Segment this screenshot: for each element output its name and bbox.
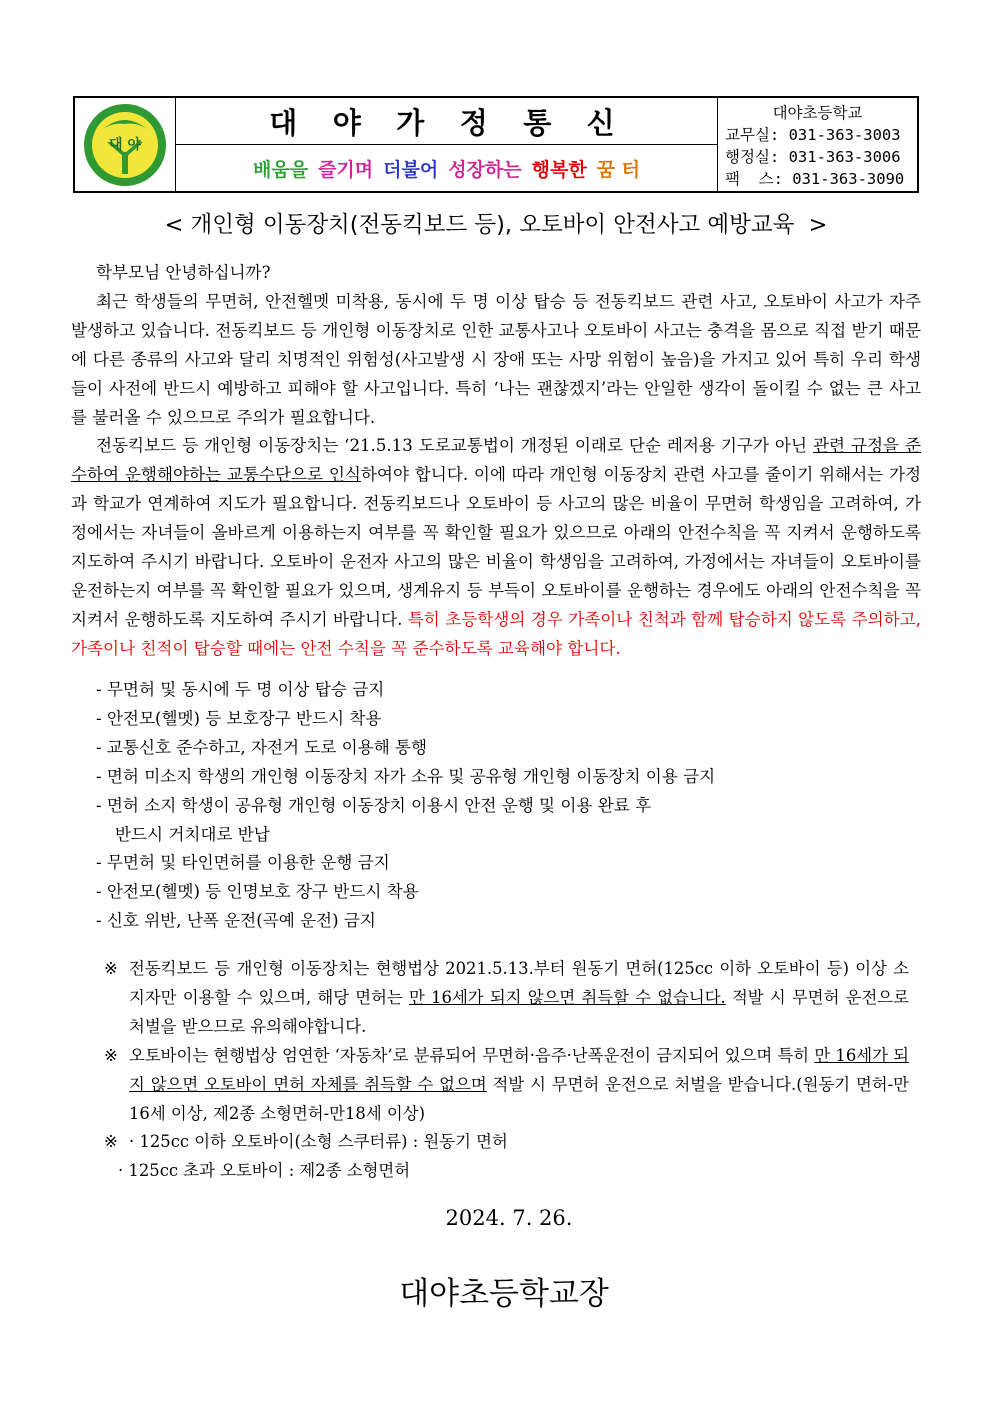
motto-word: 꿈 터 (596, 158, 640, 181)
school-name: 대야초등학교 (772, 104, 863, 122)
school-logo-cell (75, 98, 176, 191)
logo-trunk (122, 152, 128, 174)
title-row (176, 98, 717, 145)
note-2-part-b: 적발 시 무면허 운전으로 처벌을 받습니다.(원동기 면허-만16세 이상, 제2종 소형면허-만18세 이상) (129, 1074, 910, 1123)
rule-item: - 무면허 및 동시에 두 명 이상 탑승 금지 (96, 680, 385, 699)
rule-item: - 무면허 및 타인면허를 이용한 운행 금지 (96, 853, 390, 873)
fax-number: 팩 스: 031-363-3090 (725, 170, 905, 188)
motto-word: 배움을 (253, 158, 309, 181)
motto-word: 즐기며 (318, 158, 374, 181)
motto-word: 행복한 (531, 158, 587, 181)
note-2-text (129, 1042, 909, 1129)
rule-item: - 신호 위반, 난폭 운전(곡예 운전) 금지 (96, 911, 376, 931)
contact-cell (717, 98, 917, 191)
paragraph-2-underlined: 관련 규정을 준수하여 운행해야하는 교통수단으로 인식 (71, 436, 921, 485)
note-1 (104, 955, 909, 1042)
motto-row (176, 145, 717, 191)
rule-item: - 안전모(헬멧) 등 인명보호 장구 반드시 착용 (96, 882, 419, 902)
greeting: 학부모님 안녕하십니까? (96, 263, 271, 282)
paragraph-2-red-warning: 특히 초등학생의 경우 가족이나 친척과 함께 탑승하지 않도록 주의하고, 가족이나 친적이 탑승할 때에는 안전 수칙을 꼭 준수하도록 교육해야 합니다. (71, 609, 922, 658)
motto-word: 성장하는 (448, 158, 522, 181)
rule-item: - 면허 소지 학생이 공유형 개인형 이동장치 이용시 안전 운행 및 이용 완료 후 반드시 거치대로 반납 (96, 795, 652, 844)
newsletter-title: 대 야 가 정 통 신 (269, 105, 624, 140)
note-1-underlined: 만 16세가 되지 않으면 취득할 수 없습니다. (409, 987, 726, 1007)
reference-mark: ※ (104, 959, 118, 978)
reference-mark: ※ (104, 1132, 118, 1152)
admin-phone: 행정실: 031-363-3006 (725, 148, 901, 166)
paragraph-2-part-b: 하여야 합니다. 이에 따라 개인형 이동장치 관련 사고를 줄이기 위해서는 가정과 학교가 연계하여 지도가 필요합니다. 전동킥보드나 오토바이 등 사고의 많은 비율이 무면허 학생임을 고려하여, 가정에서는 자녀들이 올바르게 이용하는지 여부를 꼭 확인할 필요가 있으므로 아래의 안전수칙을 꼭 지켜서 운행하도록 지도하여 주시기 바랍니다. 오토바이 운전자 사고의 많은 비율이 학생임을 고려하여, 가정에서는 자녀들이 오토바이를 운전하는지 여부를 꼭 확인할 필요가 있으며, 생계유지 등 부득이 오토바이를 운행하는 경우에도 아래의 안전수칙을 꼭 지켜서 운행하도록 지도하여 주시기 바랍니다. (71, 465, 922, 629)
school-motto (248, 155, 645, 182)
issue-date: 2024. 7. 26. (445, 1206, 573, 1230)
safety-rules-list (96, 676, 936, 936)
main-title: < 개인형 이동장치(전동킥보드 등), 오토바이 안전사고 예방교육 > (164, 212, 828, 238)
note-2-part-a: 오토바이는 현행법상 엄연한 ‘자동차’로 분류되어 무면허·음주·난폭운전이 금지되어 있으며 특히 (129, 1045, 815, 1065)
school-logo (82, 102, 168, 188)
office-phone: 교무실: 031-363-3003 (725, 126, 901, 144)
note-1-part-a: 전동킥보드 등 개인형 이동장치는 현행법상 2021.5.13.부터 원동기 면허(125cc 이하 오토바이 등) 이상 소지자만 이용할 수 있으며, 해당 면허는 (129, 959, 909, 1007)
paragraph-2 (71, 432, 921, 663)
note-2 (104, 1042, 909, 1129)
rule-item: - 면허 미소지 학생의 개인형 이동장치 자가 소유 및 공유형 개인형 이동장치 이용 금지 (96, 766, 716, 786)
paragraph-2-part-a: 전동킥보드 등 개인형 이동장치는 ‘21.5.13 도로교통법이 개정된 이래로 단순 레저용 기구가 아닌 (96, 436, 813, 456)
legal-notes (104, 955, 909, 1186)
title-cell (176, 98, 717, 191)
note-1-text (129, 955, 909, 1042)
logo-text: 대 야 (109, 136, 141, 153)
letter-body (71, 259, 921, 664)
note-2-underlined: 만 16세가 되지 않으면 오토바이 면허 자체를 취득할 수 없으며 (129, 1045, 909, 1094)
license-bullet-2: · 125cc 초과 오토바이 : 제2종 소형면허 (118, 1161, 411, 1181)
reference-mark: ※ (104, 1045, 118, 1065)
newsletter-header (73, 96, 919, 193)
paragraph-1: 최근 학생들의 무면허, 안전헬멧 미착용, 동시에 두 명 이상 탑승 등 전동킥보드 관련 사고, 오토바이 사고가 자주 발생하고 있습니다. 전동킥보드 등 개인형 이동장치로 인한 교통사고나 오토바이 사고는 충격을 몸으로 직접 받기 때문에 다른 종류의 사고와 달리 치명적인 위험성(사고발생 시 장애 또는 사망 위험이 높음)을 가지고 있어 특히 우리 학생들이 사전에 반드시 예방하고 피해야 할 사고입니다. 특히 ‘나는 괜찮겠지’라는 안일한 생각이 돌이킬 수 없는 큰 사고를 불러올 수 있으므로 주의가 필요합니다. (71, 291, 921, 427)
principal-signature: 대야초등학교장 (399, 1276, 609, 1312)
license-bullet-1: · 125cc 이하 오토바이(소형 스쿠터류) : 원동기 면허 (129, 1132, 508, 1152)
motto-word: 더불어 (383, 158, 439, 181)
note-3 (104, 1128, 909, 1157)
rule-item: - 교통신호 준수하고, 자전거 도로 이용해 통행 (96, 737, 428, 757)
note-1-part-b: 적발 시 무면허 운전으로 처벌을 받으므로 유의해야합니다. (129, 987, 909, 1036)
rule-item: - 안전모(헬멧) 등 보호장구 반드시 착용 (96, 708, 382, 728)
